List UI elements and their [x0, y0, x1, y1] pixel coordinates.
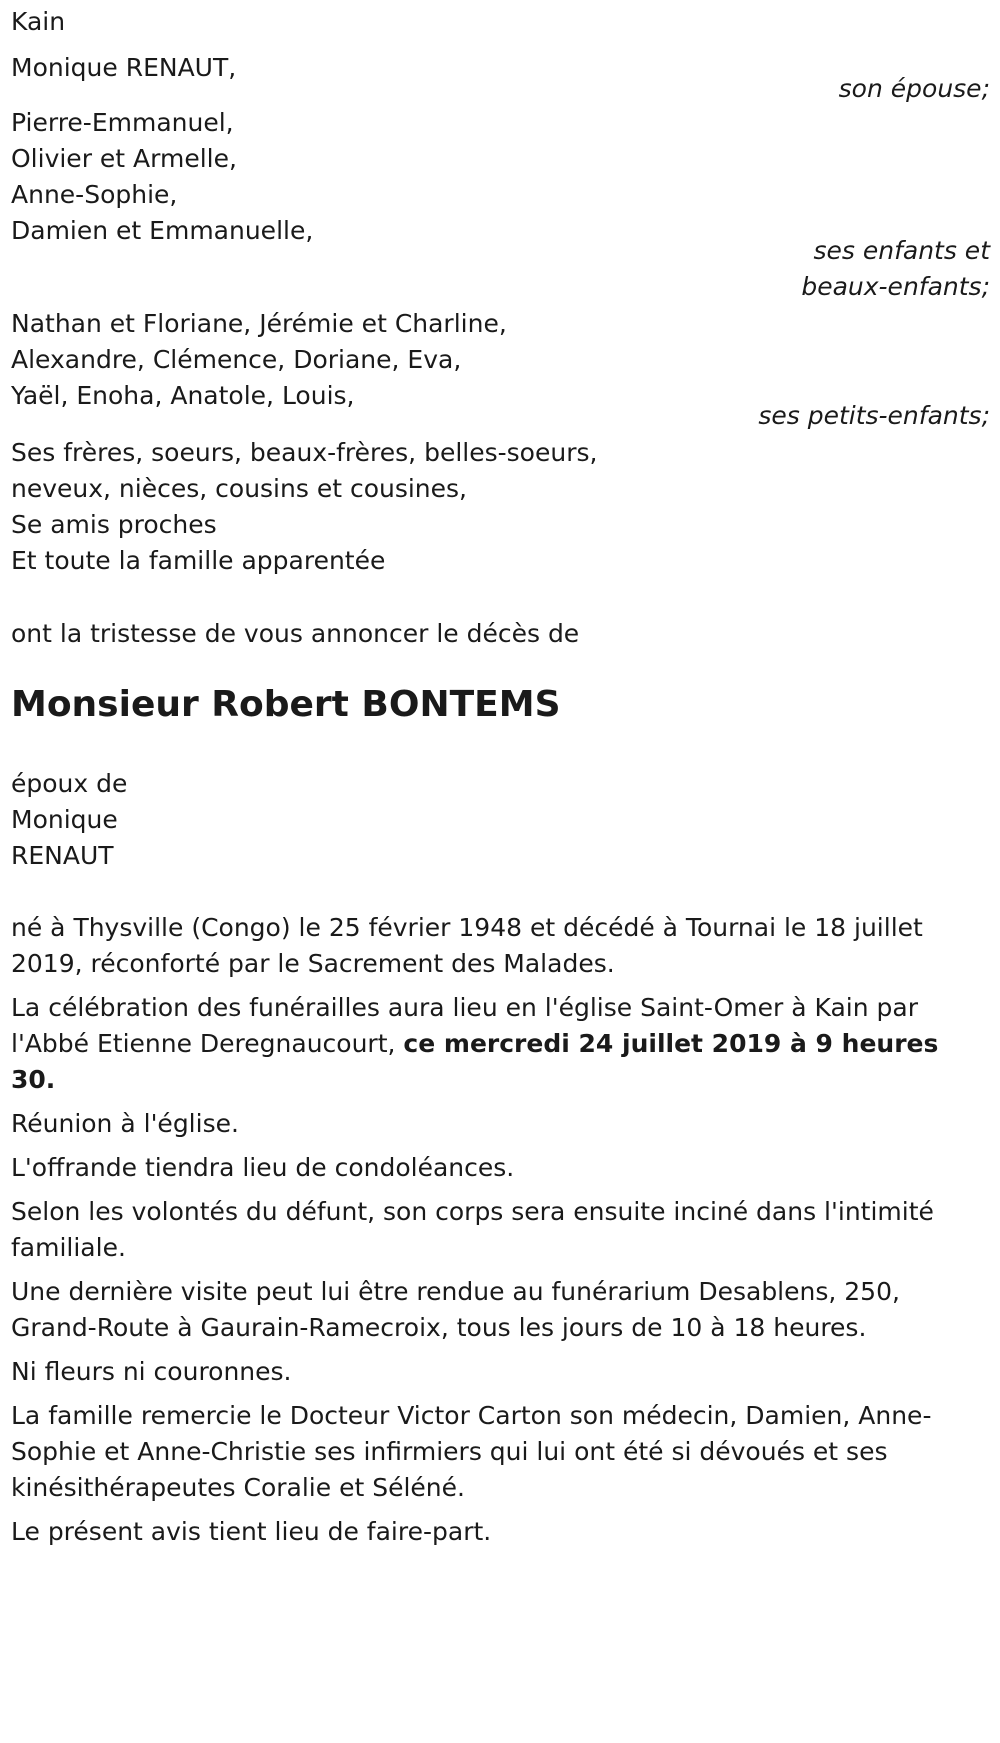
list-item: Se amis proches	[11, 510, 217, 539]
offering-paragraph: L'offrande tiendra lieu de condoléances.	[11, 1153, 515, 1182]
meeting-paragraph: Réunion à l'église.	[11, 1109, 239, 1138]
thanks-paragraph: La famille remercie le Docteur Victor Carton son médecin, Damien, Anne-Sophie et Anne-Christie ses infirmiers qui lui ont été si dévoués et ses kinésithérapeutes Coralie et Séléné.	[11, 1401, 932, 1502]
details	[11, 910, 986, 1550]
location-text: Kain	[11, 7, 66, 36]
deceased-name: Monsieur Robert BONTEMS	[11, 684, 561, 725]
grandchildren-role: ses petits-enfants;	[758, 401, 990, 430]
children-role: ses enfants et beaux-enfants;	[801, 236, 990, 301]
visit-paragraph: Une dernière visite peut lui être rendue au funérarium Desablens, 250, Grand-Route à Gaurain-Ramecroix, tous les jours de 10 à 18 heures.	[11, 1277, 900, 1342]
list-item: Olivier et Armelle,	[11, 144, 237, 173]
birth-death-paragraph: né à Thysville (Congo) le 25 février 1948 et décédé à Tournai le 18 juillet 2019, réconforté par le Sacrement des Malades.	[11, 913, 923, 978]
family-list	[11, 435, 597, 579]
location	[11, 2, 65, 42]
spouse-role: son épouse;	[838, 74, 990, 103]
list-item: Anne-Sophie,	[11, 180, 178, 209]
grandchildren-list	[11, 306, 507, 414]
list-item: Ses frères, soeurs, beaux-frères, belles-soeurs,	[11, 438, 598, 467]
ceremony-text: La célébration des funérailles aura lieu en l'église Saint-Omer à Kain par l'Abbé Etienne Deregnaucourt,	[11, 993, 918, 1058]
notice-paragraph: Le présent avis tient lieu de faire-part.	[11, 1517, 492, 1546]
cremation-paragraph: Selon les volontés du défunt, son corps sera ensuite inciné dans l'intimité familiale.	[11, 1197, 934, 1262]
ceremony-date: ce mercredi 24 juillet 2019 à 9 heures 30.	[11, 1029, 939, 1094]
ceremony-paragraph	[11, 990, 986, 1098]
list-item: neveux, nièces, cousins et cousines,	[11, 474, 468, 503]
list-item: Yaël, Enoha, Anatole, Louis,	[11, 381, 355, 410]
list-item: Et toute la famille apparentée	[11, 546, 386, 575]
list-item: Nathan et Floriane, Jérémie et Charline,	[11, 309, 507, 338]
list-item: Pierre-Emmanuel,	[11, 108, 234, 137]
list-item: Damien et Emmanuelle,	[11, 216, 314, 245]
list-item: Alexandre, Clémence, Doriane, Eva,	[11, 345, 462, 374]
children-list	[11, 105, 313, 249]
announcement: ont la tristesse de vous annoncer le décès de	[11, 619, 580, 648]
flowers-paragraph: Ni fleurs ni couronnes.	[11, 1357, 292, 1386]
spouse-name: Monique RENAUT,	[11, 53, 237, 82]
spouse-of: époux de Monique RENAUT	[11, 769, 128, 870]
